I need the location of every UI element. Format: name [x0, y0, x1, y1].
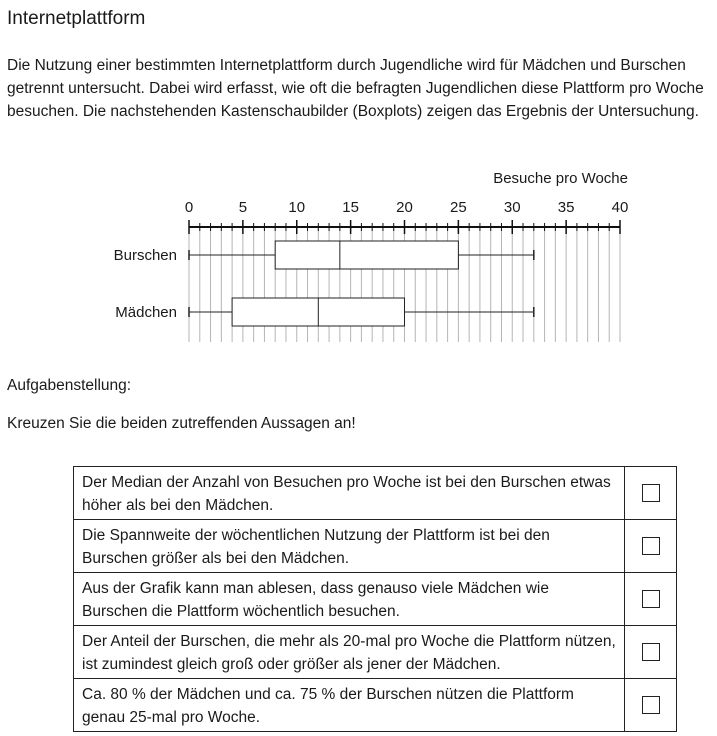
category-label: Burschen — [113, 247, 177, 264]
option-checkbox[interactable] — [642, 590, 660, 608]
x-tick-label: 10 — [288, 199, 306, 216]
option-statement: Die Spannweite der wöchentlichen Nutzung der Plattform ist bei den Burschen größer als bei den Mädchen. — [74, 520, 625, 573]
intro-text: Die Nutzung einer bestimmten Internetplattform durch Jugendliche wird für Mädchen und Burschen getrennt untersucht. Dabei wird erfasst, wie oft die befragten Jugendlichen diese Plattform pro Woche besuchen. Die nachstehenden Kastenschaubilder (Boxplots) zeigen das Ergebnis der Untersuchung. — [7, 57, 704, 120]
option-checkbox[interactable] — [642, 643, 660, 661]
option-statement: Ca. 80 % der Mädchen und ca. 75 % der Burschen nützen die Plattform genau 25-mal pro Woche. — [74, 679, 625, 732]
boxplots — [114, 241, 534, 326]
option-row — [74, 520, 677, 573]
x-tick-label: 20 — [396, 199, 413, 216]
option-row — [74, 626, 677, 679]
x-tick-label: 15 — [342, 199, 359, 216]
x-tick-label: 35 — [557, 199, 575, 216]
boxplot-mädchen — [115, 298, 534, 326]
x-tick-label: 30 — [503, 199, 521, 216]
answer-options-table — [73, 466, 677, 732]
category-label: Mädchen — [115, 304, 177, 321]
option-statement: Der Median der Anzahl von Besuchen pro Woche ist bei den Burschen etwas höher als bei den Mädchen. — [74, 467, 625, 520]
option-row — [74, 679, 677, 732]
x-tick-label: 5 — [238, 199, 248, 216]
page-title: Internetplattform — [7, 8, 146, 29]
option-checkbox[interactable] — [642, 484, 660, 502]
boxplot-chart — [0, 160, 717, 350]
task-instruction: Kreuzen Sie die beiden zutreffenden Aussagen an! — [7, 415, 356, 432]
boxplot-burschen — [114, 241, 534, 269]
x-axis — [185, 170, 629, 234]
option-statement: Der Anteil der Burschen, die mehr als 20-mal pro Woche die Plattform nützen, ist zumindest gleich groß oder größer als jener der Mädchen. — [74, 626, 625, 679]
x-axis-label: Besuche pro Woche — [493, 170, 628, 187]
option-row — [74, 467, 677, 520]
option-checkbox[interactable] — [642, 696, 660, 714]
option-checkbox[interactable] — [642, 537, 660, 555]
x-tick-label: 25 — [450, 199, 467, 216]
x-tick-label: 0 — [184, 199, 194, 216]
task-heading: Aufgabenstellung: — [7, 377, 132, 394]
option-row — [74, 573, 677, 626]
option-statement: Aus der Grafik kann man ablesen, dass genauso viele Mädchen wie Burschen die Plattform wöchentlich besuchen. — [74, 573, 625, 626]
box-iqr — [275, 241, 458, 269]
x-tick-label: 40 — [611, 199, 629, 216]
